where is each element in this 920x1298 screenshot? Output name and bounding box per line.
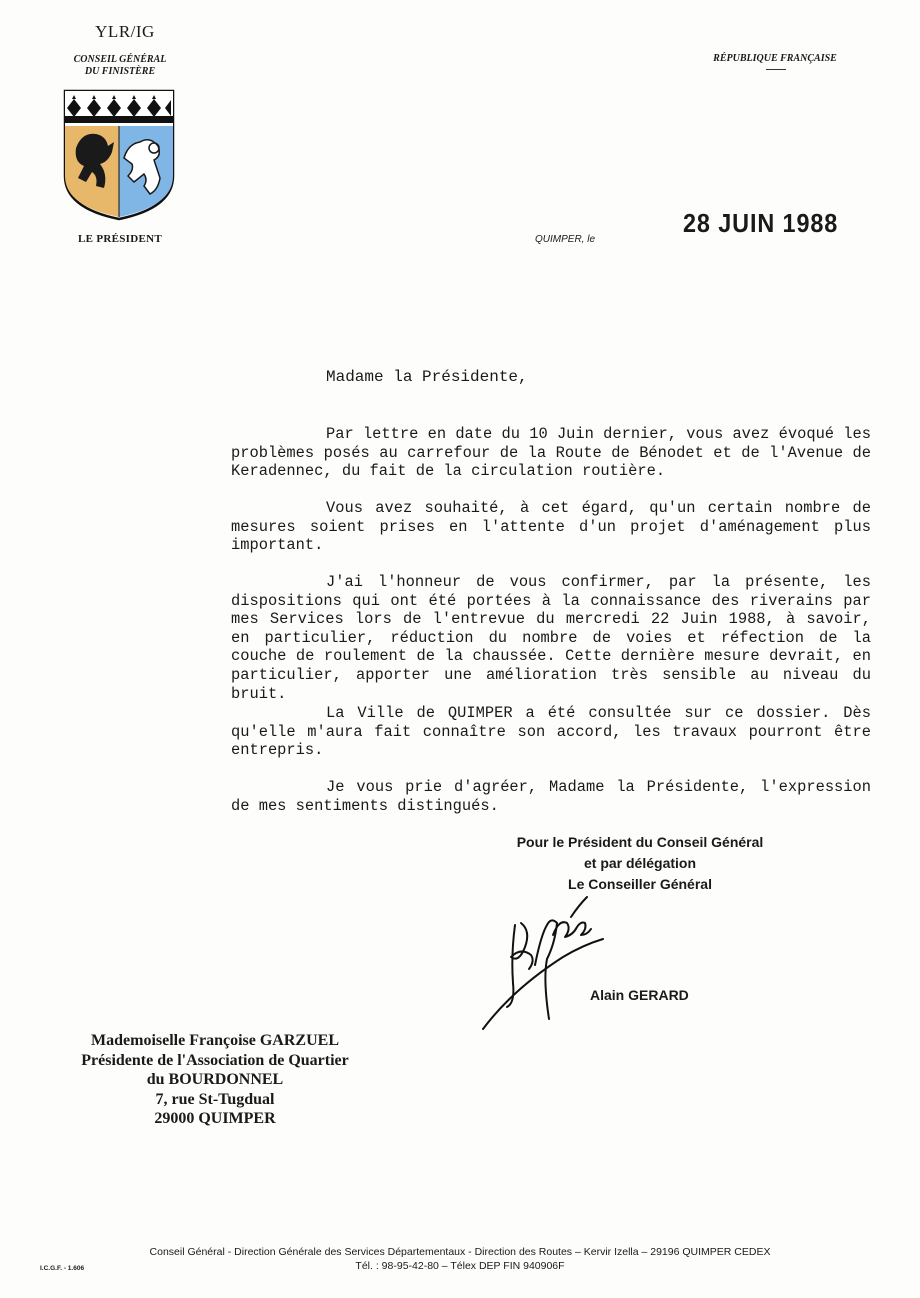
republic-underline bbox=[766, 69, 786, 70]
place-label: QUIMPER, le bbox=[535, 234, 596, 245]
recipient-address bbox=[40, 1031, 390, 1129]
recipient-line-1: Mademoiselle Françoise GARZUEL bbox=[91, 1032, 339, 1049]
recipient-line-2: Présidente de l'Association de Quartier bbox=[81, 1051, 349, 1069]
council-name bbox=[40, 54, 200, 78]
paragraph-5-text: Je vous prie d'agréer, Madame la Présidente, l'expression de mes sentiments distingués. bbox=[231, 778, 871, 815]
signature-line-3: Le Conseiller Général bbox=[568, 876, 712, 892]
paragraph-4 bbox=[231, 704, 871, 760]
handwritten-signature bbox=[475, 895, 605, 1035]
reference-code: YLR/IG bbox=[95, 22, 155, 41]
recipient-line-3: du BOURDONNEL bbox=[146, 1071, 284, 1088]
paragraph-4-text: La Ville de QUIMPER a été consultée sur ce dossier. Dès qu'elle m'aura fait connaître son accord, les travaux pourront être entrepris. bbox=[231, 704, 871, 760]
paragraph-3 bbox=[231, 573, 871, 703]
signature-line-2: et par délégation bbox=[583, 855, 697, 871]
paragraph-2-text: Vous avez souhaité, à cet égard, qu'un certain nombre de mesures soient prises en l'attente d'un projet d'aménagement plus important. bbox=[231, 499, 871, 555]
paragraph-2 bbox=[231, 499, 871, 555]
republic-header: RÉPUBLIQUE FRANÇAISE bbox=[713, 53, 837, 64]
coat-of-arms-icon bbox=[62, 88, 176, 222]
paragraph-1-text: Par lettre en date du 10 Juin dernier, vous avez évoqué les problèmes posés au carrefour de la Route de Bénodet et de l'Avenue de Keradennec, du fait de la circulation routière. bbox=[231, 425, 871, 481]
recipient-line-4: 7, rue St-Tugdual bbox=[155, 1090, 275, 1108]
form-code: I.C.G.F. - 1.606 bbox=[40, 1265, 85, 1272]
council-line-1: CONSEIL GÉNÉRAL bbox=[73, 54, 167, 65]
footer-line-1: Conseil Général - Direction Générale des Services Départementaux - Direction des Routes – Kervir Izella – 29196 QUIMPER CEDEX bbox=[149, 1246, 771, 1258]
signature-line-1: Pour le Président du Conseil Général bbox=[516, 834, 764, 850]
paragraph-5 bbox=[231, 778, 871, 815]
footer bbox=[60, 1245, 860, 1273]
paragraph-1 bbox=[231, 425, 871, 481]
paragraph-3-text: J'ai l'honneur de vous confirmer, par la présente, les dispositions qui ont été portées à la connaissance des riverains par mes Services lors de l'entrevue du mercredi 22 Juin 1988, à savoir, en particulier, réduction du nombre de voies et réfection de la couche de roulement de la chaussée. Cette dernière mesure devrait, en particulier, apporter une amélioration très sensible au niveau du bruit. bbox=[231, 573, 871, 703]
signer-name: Alain GERARD bbox=[590, 987, 689, 1003]
salutation: Madame la Présidente, bbox=[326, 368, 528, 386]
date-stamp: 28 JUIN 1988 bbox=[683, 208, 839, 238]
recipient-line-5: 29000 QUIMPER bbox=[154, 1110, 276, 1127]
footer-line-2: Tél. : 98-95-42-80 – Télex DEP FIN 940906F bbox=[355, 1260, 565, 1272]
signature-block bbox=[460, 832, 820, 895]
council-line-2: DU FINISTÈRE bbox=[84, 66, 156, 77]
president-label: LE PRÉSIDENT bbox=[78, 233, 162, 245]
